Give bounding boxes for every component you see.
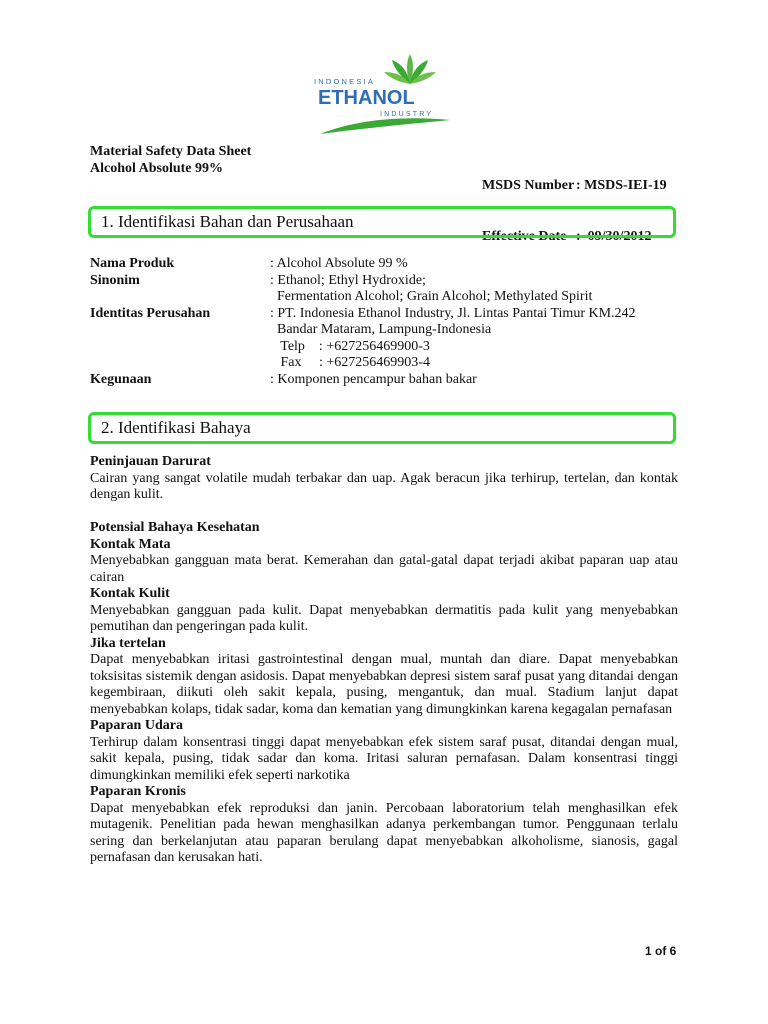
subheading: Jika tertelan — [90, 635, 166, 651]
effective-date-label: Effective Date — [482, 229, 567, 244]
page-number: 1 of 6 — [645, 944, 677, 958]
ethanol-logo-icon — [310, 54, 460, 136]
section2-body — [90, 454, 678, 867]
paragraph: Dapat menyebabkan iritasi gastrointestinal dengan mual, muntah dan diare. Dapat menyebabkan toksisitas sistemik dengan asidosis. Dapat menyebabkan depresi sistem saraf pusat yang ditandai dengan kegembiraan, diikuti oleh sakit kepala, pusing, mengantuk, dan mual. Stadium lanjut dapat menyebabkan kolaps, tidak sadar, koma dan kematian yang dimungkinkan karena kegagalan pernafasan — [90, 652, 678, 717]
detail-row — [90, 273, 636, 306]
subheading: Paparan Udara — [90, 718, 183, 733]
company-logo — [310, 54, 460, 136]
detail-row — [90, 372, 636, 389]
detail-key: Sinonim — [90, 272, 140, 288]
logo-swoosh — [320, 118, 450, 134]
detail-value: : Ethanol; Ethyl Hydroxide; — [270, 272, 426, 288]
detail-key: Identitas Perusahan — [90, 305, 211, 321]
subheading: Paparan Kronis — [90, 784, 186, 799]
detail-key: Kegunaan — [90, 371, 152, 387]
section1-heading: 1. Identifikasi Bahan dan Perusahaan — [88, 206, 676, 238]
paragraph: Dapat menyebabkan efek reproduksi dan janin. Percobaan laboratorium telah menghasilkan efek mutagenik. Penelitian pada hewan menghasilkan adanya perkembangan tumor. Penggunaan terlalu sering dan berkelanjutan atau paparan berulang dapat menyebabkan alkoholisme, sianosis, gagal pernafasan dan kerusakan hati. — [90, 800, 678, 865]
logo-bottom-text: INDUSTRY — [380, 111, 434, 118]
subheading: Kontak Kulit — [90, 586, 170, 601]
paragraph: Menyebabkan gangguan mata berat. Kemerahan dan gatal-gatal dapat terjadi akibat paparan uap atau cairan — [90, 553, 678, 585]
detail-key: Nama Produk — [90, 256, 175, 271]
logo-main-text: ETHANOL — [318, 87, 415, 109]
subheading: Kontak Mata — [90, 536, 171, 552]
section1-details — [90, 256, 636, 388]
detail-row — [90, 306, 636, 372]
msds-number-value: : MSDS-IEI-19 — [576, 178, 667, 193]
logo-top-text: INDONESIA — [314, 77, 376, 86]
detail-value: : PT. Indonesia Ethanol Industry, Jl. Lintas Pantai Timur KM.242 — [270, 305, 636, 321]
subheading: Peninjauan Darurat — [90, 454, 211, 469]
document-type: Material Safety Data Sheet — [90, 144, 252, 159]
spacer — [90, 504, 678, 521]
subheading: Potensial Bahaya Kesehatan — [90, 520, 260, 535]
msds-number-label: MSDS Number — [482, 178, 575, 193]
detail-value: Fermentation Alcohol; Grain Alcohol; Methylated Spirit — [270, 289, 593, 304]
paragraph: Menyebabkan gangguan pada kulit. Dapat menyebabkan dermatitis pada kulit yang menyebabkan pemutihan dan pengeringan pada kulit. — [90, 602, 678, 634]
detail-value: Bandar Mataram, Lampung-Indonesia — [270, 322, 492, 337]
document-header-left — [90, 143, 251, 177]
detail-value: Fax : +627256469903-4 — [270, 355, 430, 370]
section2-heading: 2. Identifikasi Bahaya — [88, 412, 676, 444]
detail-value: Telp : +627256469900-3 — [270, 338, 430, 354]
detail-row — [90, 256, 636, 273]
leaf-icon — [384, 54, 436, 84]
detail-value: : Komponen pencampur bahan bakar — [270, 371, 477, 387]
paragraph: Cairan yang sangat volatile mudah terbakar dan uap. Agak beracun jika terhirup, tertelan, dan kontak dengan kulit. — [90, 470, 678, 502]
detail-value: : Alcohol Absolute 99 % — [270, 256, 408, 271]
effective-date-value: : 09/30/2012 — [576, 229, 652, 244]
product-title: Alcohol Absolute 99% — [90, 161, 224, 176]
paragraph: Terhirup dalam konsentrasi tinggi dapat menyebabkan efek sistem saraf pusat, ditandai dengan mual, sakit kepala, pusing, tidak sadar dan koma. Iritasi saluran pernafasan. Dalam konsentrasi tinggi dimungkinkan memiliki efek seperti narkotika — [90, 734, 678, 783]
